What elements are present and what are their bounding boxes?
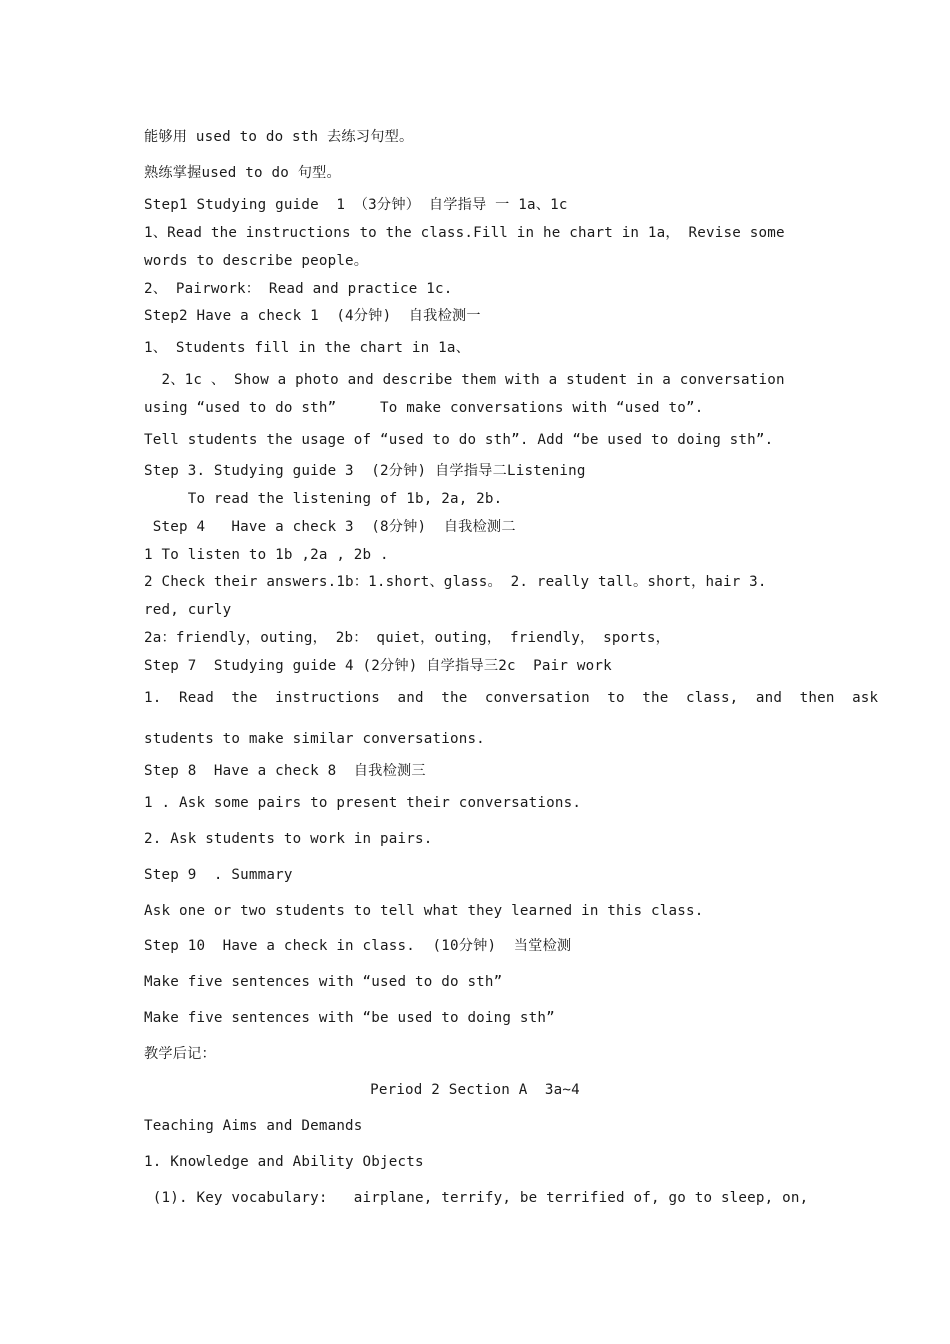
text-line: 1、 Students fill in the chart in 1a、 — [144, 340, 470, 356]
text-line: 1. Knowledge and Ability Objects — [144, 1154, 424, 1170]
text-line: Step 7 Studying guide 4 (2分钟) 自学指导三2c Pair work — [144, 658, 612, 674]
text-line: words to describe people。 — [144, 253, 369, 269]
text-line: 熟练掌握used to do 句型。 — [144, 165, 341, 181]
text-line: Tell students the usage of “used to do sth”. Add “be used to doing sth”. — [144, 432, 774, 448]
text-line: Step 3. Studying guide 3 (2分钟) 自学指导二Listening — [144, 463, 586, 479]
text-line: Step2 Have a check 1 (4分钟) 自我检测一 — [144, 308, 481, 324]
text-line: 1 To listen to 1b ,2a , 2b . — [144, 547, 389, 563]
text-line: Step 9 . Summary — [144, 867, 293, 883]
text-line: 1 . Ask some pairs to present their conversations. — [144, 795, 582, 811]
text-line: using “used to do sth” To make conversations with “used to”. — [144, 400, 704, 416]
text-line: red, curly — [144, 602, 232, 618]
text-line: 2a：friendly，outing， 2b： quiet，outing， friendly， sports， — [144, 630, 670, 646]
text-line: 能够用 used to do sth 去练习句型。 — [144, 129, 414, 145]
section-heading: Period 2 Section A 3a~4 — [370, 1082, 580, 1098]
text-line: Step 8 Have a check 8 自我检测三 — [144, 763, 426, 779]
text-line: Ask one or two students to tell what they learned in this class. — [144, 903, 704, 919]
text-line: 2 Check their answers.1b：1.short、glass。 2. really tall。short，hair 3. — [144, 574, 767, 590]
text-line: students to make similar conversations. — [144, 731, 485, 747]
text-line: To read the listening of 1b, 2a, 2b. — [144, 491, 503, 507]
text-line: Step 4 Have a check 3 (8分钟) 自我检测二 — [144, 519, 516, 535]
text-line: (1). Key vocabulary: airplane, terrify, be terrified of, go to sleep, on, — [144, 1190, 809, 1206]
text-line: 2. Ask students to work in pairs. — [144, 831, 433, 847]
text-line: Make five sentences with “be used to doing sth” — [144, 1010, 555, 1026]
text-line: Teaching Aims and Demands — [144, 1118, 363, 1134]
text-line: 2、1c 、 Show a photo and describe them with a student in a conversation — [144, 372, 785, 388]
text-line: Step1 Studying guide 1 （3分钟） 自学指导 一 1a、1c — [144, 197, 568, 213]
text-line: Step 10 Have a check in class. (10分钟) 当堂检测 — [144, 938, 572, 954]
text-line: 教学后记： — [144, 1046, 216, 1062]
text-line: Make five sentences with “used to do sth” — [144, 974, 503, 990]
text-line: 2、 Pairwork： Read and practice 1c. — [144, 281, 453, 297]
text-line: 1. Read the instructions and the conversation to the class, and then ask — [144, 690, 879, 706]
text-line: 1、Read the instructions to the class.Fill in he chart in 1a， Revise some — [144, 225, 785, 241]
